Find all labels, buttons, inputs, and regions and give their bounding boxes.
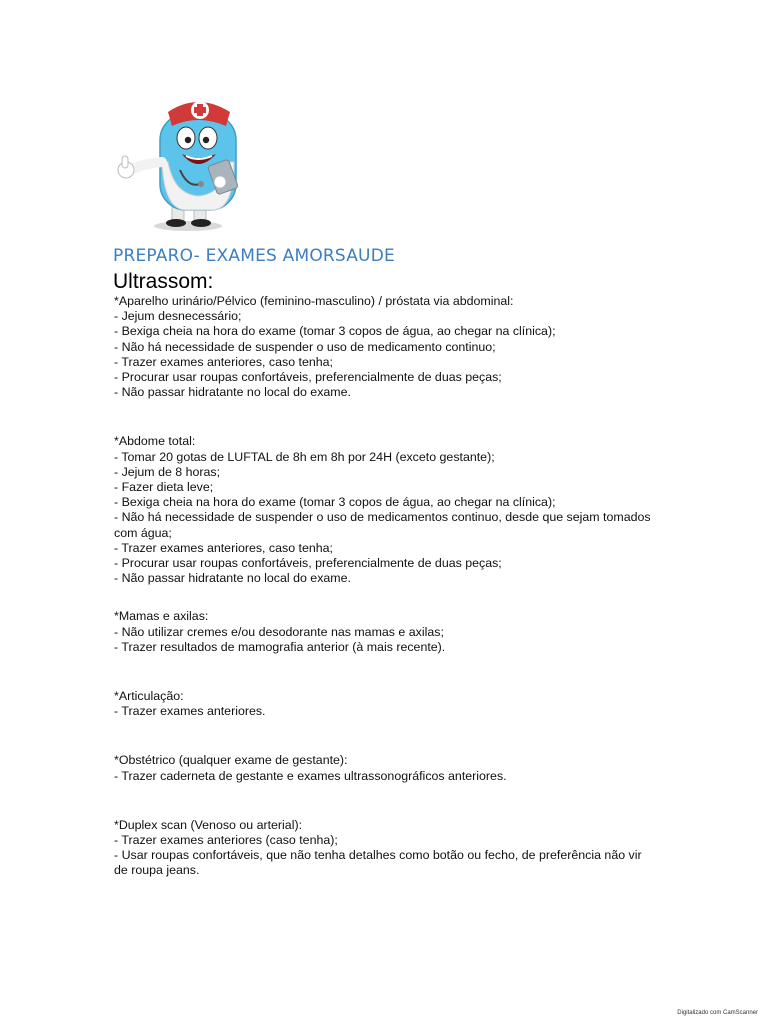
instruction-block-obstetric bbox=[114, 753, 654, 783]
block-title: *Articulação: bbox=[114, 689, 184, 704]
instruction-block-joint bbox=[114, 689, 654, 719]
instruction-line: - Usar roupas confortáveis, que não tenha detalhes como botão ou fecho, de preferência não vir de roupa jeans. bbox=[114, 848, 642, 878]
instruction-block-breast bbox=[114, 609, 654, 655]
instruction-line: - Procurar usar roupas confortáveis, preferencialmente de duas peças; bbox=[114, 556, 502, 571]
block-title: *Mamas e axilas: bbox=[114, 609, 209, 624]
instruction-line: - Não passar hidratante no local do exame. bbox=[114, 571, 351, 586]
instruction-block-duplex bbox=[114, 818, 654, 879]
instruction-line: - Trazer caderneta de gestante e exames ultrassonográficos anteriores. bbox=[114, 768, 507, 783]
block-title: *Duplex scan (Venoso ou arterial): bbox=[114, 817, 303, 832]
scanner-watermark: Digitalizado com CamScanner bbox=[677, 1010, 758, 1016]
instruction-line: - Trazer exames anteriores. bbox=[114, 704, 266, 719]
block-title: *Obstétrico (qualquer exame de gestante): bbox=[114, 753, 348, 768]
instruction-line: - Tomar 20 gotas de LUFTAL de 8h em 8h por 24H (exceto gestante); bbox=[114, 449, 495, 464]
instruction-line: - Bexiga cheia na hora do exame (tomar 3 copos de água, ao chegar na clínica); bbox=[114, 495, 556, 510]
instruction-line: - Trazer exames anteriores, caso tenha; bbox=[114, 354, 334, 369]
document-heading: PREPARO- EXAMES AMORSAUDE bbox=[113, 246, 395, 266]
instruction-line: - Não há necessidade de suspender o uso de medicamentos continuo, desde que sejam tomados com água; bbox=[114, 510, 651, 540]
instruction-block-abdomen bbox=[114, 434, 654, 586]
instruction-line: - Jejum de 8 horas; bbox=[114, 464, 221, 479]
instructions-content bbox=[114, 294, 654, 879]
instruction-line: - Fazer dieta leve; bbox=[114, 480, 214, 495]
instruction-line: - Jejum desnecessário; bbox=[114, 309, 242, 324]
instruction-line: - Procurar usar roupas confortáveis, preferencialmente de duas peças; bbox=[114, 370, 502, 385]
instruction-line: - Não utilizar cremes e/ou desodorante nas mamas e axilas; bbox=[114, 624, 444, 639]
mascot-illustration bbox=[108, 92, 258, 234]
instruction-line: - Trazer exames anteriores (caso tenha); bbox=[114, 833, 338, 848]
block-title: *Abdome total: bbox=[114, 434, 196, 449]
block-title: *Aparelho urinário/Pélvico (feminino-masculino) / próstata via abdominal: bbox=[114, 294, 514, 308]
section-title: Ultrassom: bbox=[113, 270, 214, 293]
instruction-line: - Não passar hidratante no local do exame. bbox=[114, 385, 351, 400]
instruction-line: - Não há necessidade de suspender o uso de medicamento continuo; bbox=[114, 339, 496, 354]
instruction-line: - Trazer exames anteriores, caso tenha; bbox=[114, 540, 334, 555]
instruction-line: - Bexiga cheia na hora do exame (tomar 3 copos de água, ao chegar na clínica); bbox=[114, 324, 556, 339]
instruction-block-urinary bbox=[114, 294, 654, 400]
instruction-line: - Trazer resultados de mamografia anterior (à mais recente). bbox=[114, 639, 446, 654]
